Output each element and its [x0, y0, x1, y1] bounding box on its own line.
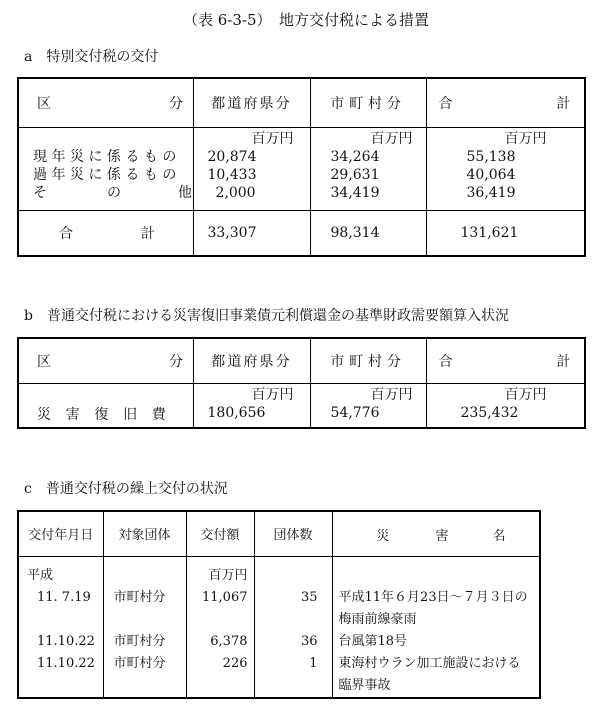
row-label-other-a: そ: [33, 184, 47, 201]
cell-pref: 180,656: [207, 404, 266, 421]
special-grant-table: [17, 77, 586, 257]
cell-count-0: 35: [300, 589, 318, 605]
cell-disaster-2-line1: 東海村ウラン加工施設における: [338, 655, 521, 671]
header-kubun-a: 区: [37, 353, 51, 370]
header-amount: 交付額: [186, 511, 254, 556]
header-target: 対象団体: [103, 511, 186, 556]
total-label-b: 計: [141, 225, 155, 242]
cell-total: 235,432: [460, 404, 519, 421]
cell-muni-0: 34,264: [330, 148, 380, 165]
header-total-a: 合: [438, 353, 453, 370]
cell-count-2: 1: [309, 655, 318, 671]
cell-amount-0: 11,067: [202, 589, 248, 605]
cell-target-0: 市町村分: [113, 589, 166, 605]
page-title: （表 6-3-5） 地方交付税による措置: [182, 11, 430, 29]
cell-total-0: 55,138: [466, 148, 516, 165]
header-kubun-b: 分: [169, 353, 183, 370]
unit-label: 百万円: [208, 567, 248, 583]
unit-label: 百万円: [504, 386, 547, 403]
total-muni: 98,314: [310, 210, 426, 256]
header-disaster-b: 害: [435, 528, 449, 544]
table-body: [18, 127, 585, 210]
row-label-restoration: 災害復旧費: [18, 383, 193, 428]
cell-muni-1: 29,631: [330, 166, 380, 183]
era-label: 平成: [27, 567, 54, 583]
ordinary-grant-table: [17, 337, 586, 429]
table-total-row: [18, 210, 585, 256]
cell-pref-0: 20,874: [207, 148, 257, 165]
header-count: 団体数: [254, 511, 332, 556]
table-header-row: [18, 511, 540, 556]
cell-amount-2: 226: [222, 655, 248, 671]
cell-date-1: 11.10.22: [37, 633, 95, 649]
cell-disaster-1-line1: 台風第18号: [338, 633, 408, 649]
cell-disaster-0-line1: 平成11年６月23日～７月３日の: [338, 589, 528, 605]
cell-total-2: 36,419: [466, 184, 516, 201]
cell-date-0: 11. 7.19: [37, 589, 91, 605]
table-body: [18, 383, 585, 428]
row-label-past: 過年災に係るもの: [33, 166, 181, 183]
section-a-heading: a 特別交付税の交付: [24, 49, 159, 65]
table-header-row: [18, 338, 585, 383]
unit-label: 百万円: [370, 386, 413, 403]
cell-pref-2: 2,000: [215, 184, 256, 201]
cell-pref-1: 10,433: [207, 166, 257, 183]
section-c-heading: c 普通交付税の繰上交付の状況: [24, 481, 228, 497]
header-prefecture: 都道府県分: [193, 338, 310, 383]
unit-label: 百万円: [370, 130, 413, 147]
header-municipal: 市町村分: [310, 78, 426, 127]
header-total-b: 計: [556, 95, 571, 112]
cell-target-1: 市町村分: [113, 633, 166, 649]
row-label-other-b: の: [107, 184, 121, 201]
header-kubun-a: 区: [37, 95, 51, 112]
header-prefecture: 都道府県分: [193, 78, 310, 127]
total-total: 131,621: [460, 224, 519, 241]
total-pref: 33,307: [193, 210, 310, 256]
header-municipal: 市町村分: [310, 338, 426, 383]
cell-disaster-0-line2: 梅雨前線豪雨: [338, 611, 417, 627]
cell-amount-1: 6,378: [210, 633, 248, 649]
table-body: [18, 556, 540, 698]
unit-label: 百万円: [251, 386, 294, 403]
cell-target-2: 市町村分: [113, 655, 166, 671]
row-label-current: 現年災に係るもの: [33, 148, 181, 165]
cell-total-1: 40,064: [466, 166, 516, 183]
header-kubun-b: 分: [169, 95, 183, 112]
unit-label: 百万円: [251, 130, 294, 147]
header-total-b: 計: [556, 353, 571, 370]
header-disaster-a: 災: [376, 528, 390, 544]
header-date: 交付年月日: [18, 511, 103, 556]
unit-label: 百万円: [504, 130, 547, 147]
cell-count-1: 36: [300, 633, 318, 649]
table-header-row: [18, 78, 585, 127]
header-disaster-c: 名: [492, 528, 506, 544]
total-label-a: 合: [59, 225, 73, 242]
cell-disaster-2-line2: 臨界事故: [338, 677, 391, 693]
header-total-a: 合: [438, 95, 453, 112]
section-b-heading: b 普通交付税における災害復旧事業債元利償還金の基準財政需要額算入状況: [24, 308, 509, 324]
cell-date-2: 11.10.22: [37, 655, 95, 671]
advance-grant-table: [17, 510, 541, 699]
row-label-other-c: 他: [178, 184, 192, 201]
cell-muni-2: 34,419: [330, 184, 380, 201]
cell-muni: 54,776: [330, 404, 380, 421]
